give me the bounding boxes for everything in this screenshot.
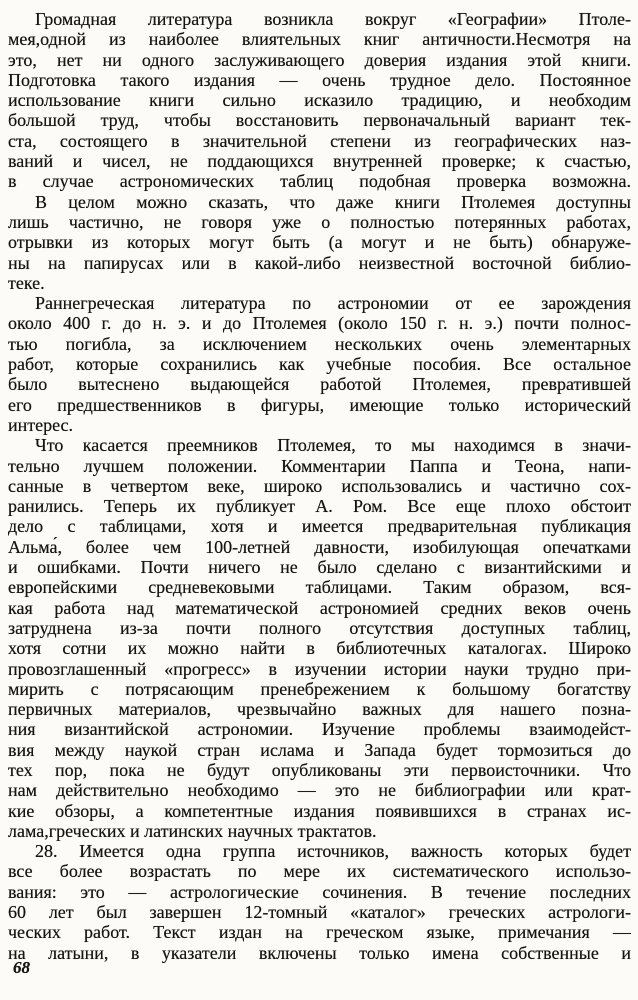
- text-line: европейскими средневековыми таблицами. Таким образом, вся-: [8, 577, 631, 598]
- text-line: провозглашенный «прогресс» в изучении истории науки трудно при-: [8, 658, 631, 679]
- text-line: на латыни, в указатели включены только имена собственные и: [8, 942, 631, 963]
- text-line: мирить с потрясающим пренебрежением к большому богатству: [8, 678, 631, 699]
- text-line: 28. Имеется одна группа источников, важность которых будет: [35, 841, 631, 862]
- text-line: это, нет ни одного заслуживающего доверия издания этой книги.: [8, 49, 631, 70]
- text-line: использование книги сильно исказило традицию, и необходим: [8, 90, 631, 111]
- text-line: санные в четвертом веке, широко использовались и частично сох-: [8, 475, 631, 496]
- text-line: Раннегреческая литература по астрономии от ее зарождения: [35, 293, 631, 314]
- text-line: В целом можно сказать, что даже книги Птолемея доступны: [35, 191, 631, 212]
- text-line: было вытеснено выдающейся работой Птолемея, превратившей: [8, 374, 631, 395]
- text-line: в случае астрономических таблиц подобная проверка возможна.: [8, 171, 631, 192]
- paragraph: [8, 435, 631, 841]
- text-line: Подготовка такого издания — очень трудное дело. Постоянное: [8, 69, 631, 90]
- text-line: около 400 г. до н. э. и до Птолемея (около 150 г. н. э.) почти полнос-: [8, 313, 631, 334]
- text-line: вания: это — астрологические сочинения. В течение последних: [8, 881, 631, 902]
- text-line: лама,греческих и латинских научных трактатов.: [8, 820, 377, 841]
- paragraph: [8, 9, 631, 192]
- text-line: ческих работ. Текст издан на греческом языке, примечания —: [8, 922, 631, 943]
- text-line: большой труд, чтобы восстановить первоначальный вариант тек-: [8, 110, 631, 131]
- text-line: 60 лет был завершен 12-томный «каталог» греческих астрологи-: [8, 902, 631, 923]
- text-line: его предшественников в фигуры, имеющие только исторический: [8, 394, 631, 415]
- text-line: теке.: [8, 272, 45, 293]
- text-line: мея,одной из наиболее влиятельных книг античности.Несмотря на: [8, 29, 631, 50]
- text-line: лишь частично, не говоря уже о полностью потерянных работах,: [8, 211, 631, 232]
- paragraph: [8, 293, 631, 435]
- text-line: затруднена из-за почти полного отсутствия доступных таблиц,: [8, 617, 631, 638]
- text-line: интерес.: [8, 414, 74, 435]
- text-line: и ошибками. Почти ничего не было сделано с византийскими и: [8, 557, 631, 578]
- paragraph: [8, 841, 631, 963]
- text-line: ранились. Теперь их публикует А. Ром. Все еще плохо обстоит: [8, 496, 631, 517]
- page-number: 68: [13, 958, 30, 977]
- paragraph: [8, 192, 631, 293]
- text-line: кие обзоры, а компетентные издания появившихся в странах ис-: [8, 800, 631, 821]
- text-line: тех пор, пока не будут опубликованы эти первоисточники. Что: [8, 759, 631, 780]
- text-line: вия между наукой стран ислама и Запада будет тормозиться до: [8, 739, 631, 760]
- text-line: Альма́, более чем 100-летней давности, изобилующая опечатками: [8, 536, 631, 557]
- text-line: все более возрастать по мере их систематического использо-: [8, 861, 631, 882]
- text-line: нам действительно необходимо — это не библиографии или крат-: [8, 780, 631, 801]
- text-line: работ, которые сохранились как учебные пособия. Все остальное: [8, 354, 631, 375]
- text-line: тельно лучшем положении. Комментарии Паппа и Теона, напи-: [8, 455, 631, 476]
- text-line: тью погибла, за исключением нескольких очень элементарных: [8, 333, 631, 354]
- text-line: кая работа над математической астрономией средних веков очень: [8, 597, 631, 618]
- text-line: ста, состоящего в значительной степени из географических наз-: [8, 130, 631, 151]
- text-line: хотя сотни их можно найти в библиотечных каталогах. Широко: [8, 638, 631, 659]
- text-line: ваний и чисел, не поддающихся внутренней проверке; к счастью,: [8, 151, 631, 172]
- text-line: Громадная литература возникла вокруг «Географии» Птоле-: [35, 9, 631, 29]
- text-line: дело с таблицами, хотя и имеется предварительная публикация: [8, 516, 631, 537]
- text-line: Что касается преемников Птолемея, то мы находимся в значи-: [35, 435, 631, 456]
- text-line: отрывки из которых могут быть (а могут и не быть) обнаруже-: [8, 232, 631, 253]
- text-line: первичных материалов, чрезвычайно важных для нашего позна-: [8, 699, 631, 720]
- text-line: ны на папирусах или в какой-либо неизвестной восточной библио-: [8, 252, 631, 273]
- text-block: [8, 9, 631, 963]
- text-line: ния византийской астрономии. Изучение проблемы взаимодейст-: [8, 719, 631, 740]
